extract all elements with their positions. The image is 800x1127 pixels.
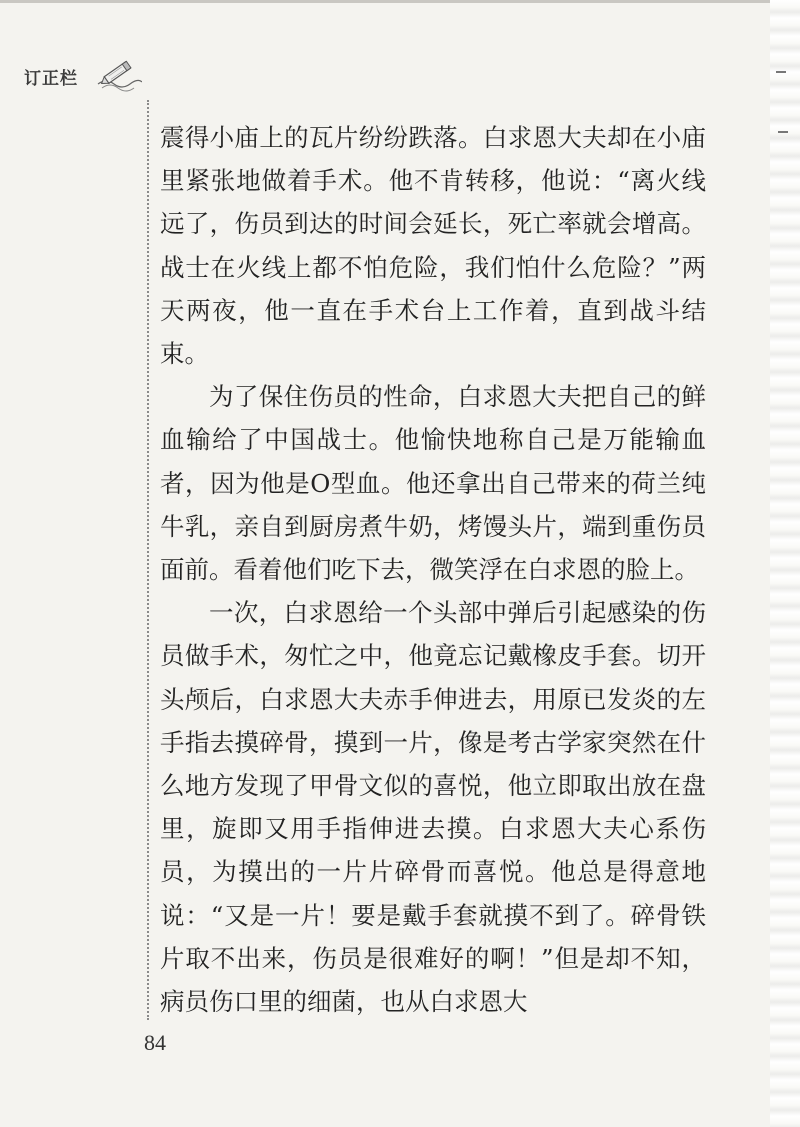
page-number: 84 [144,1030,166,1055]
edge-mark [778,131,788,133]
paragraph: 一次，白求恩给一个头部中弹后引起感染的伤员做手术，匆忙之中，他竟忘记戴橡皮手套。切开头颅后，白求恩大夫赤手伸进去，用原已发炎的左手指去摸碎骨，摸到一片，像是考古学家突然在什么地方发现了甲骨文似的喜悦，他立即取出放在盘里，旋即又用手指伸进去摸。白求恩大夫心系伤员，为摸出的一片片碎骨而喜悦。他总是得意地说：“又是一片！要是戴手套就摸不到了。碎骨铁片取不出来，伤员是很难好的啊！”但是却不知，病员伤口里的细菌，也从白求恩大 [160,598,706,1017]
body-text [160,116,706,1023]
paragraph: 为了保住伤员的性命，白求恩大夫把自己的鲜血输给了中国战士。他愉快地称自己是万能输血者，因为他是O型血。他还拿出自己带来的荷兰纯牛乳，亲自到厨房煮牛奶，烤馒头片，端到重伤员面前。看着他们吃下去，微笑浮在白求恩的脸上。 [160,382,706,585]
page-top-edge [0,0,800,3]
edge-mark [776,71,786,73]
torn-page-edge [770,0,800,1127]
correction-column-label: 订正栏 [24,69,78,89]
margin-divider [147,100,149,1020]
paragraph: 震得小庙上的瓦片纷纷跌落。白求恩大夫却在小庙里紧张地做着手术。他不肯转移，他说：“离火线远了，伤员到达的时间会延长，死亡率就会增高。战士在火线上都不怕危险，我们怕什么危险？”两天两夜，他一直在手术台上工作着，直到战斗结束。 [160,123,706,369]
pencil-icon [94,54,142,94]
